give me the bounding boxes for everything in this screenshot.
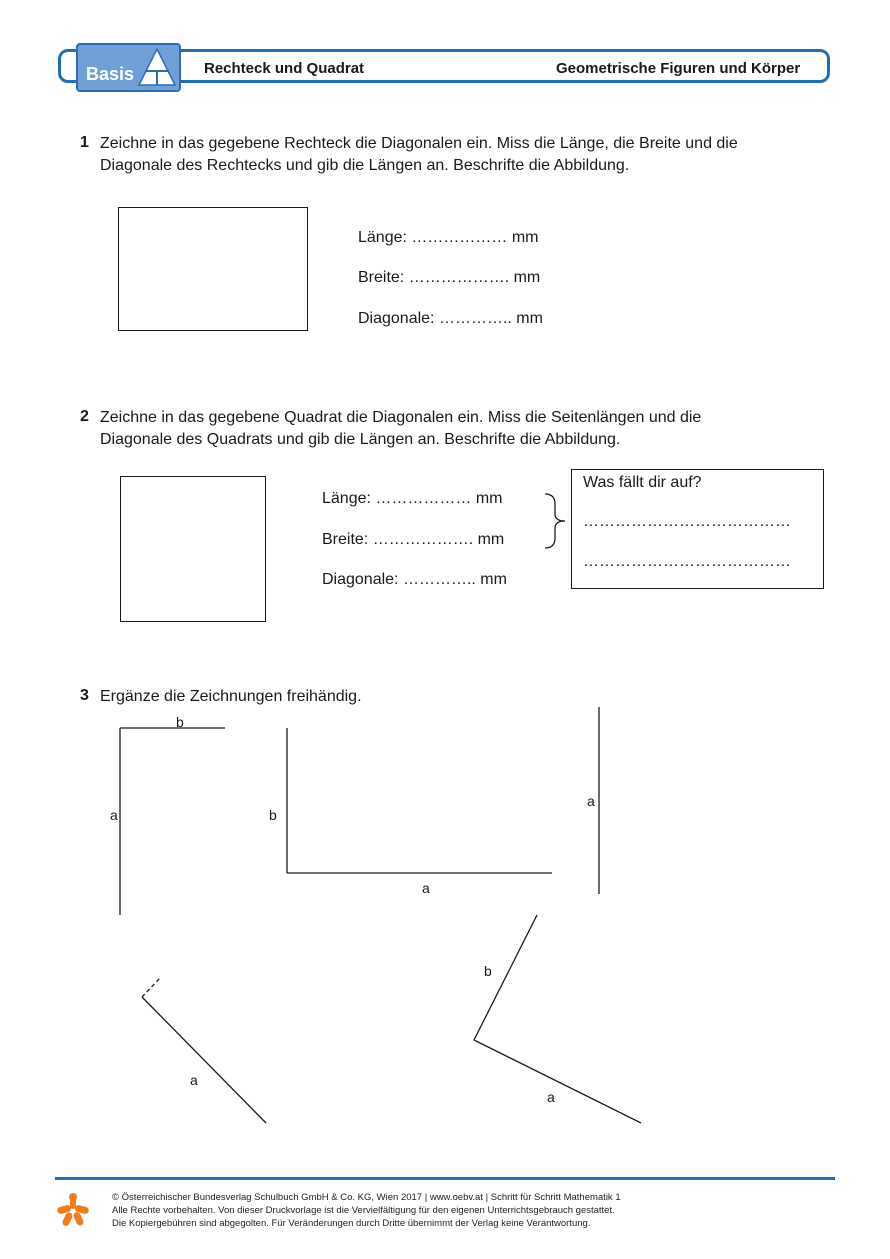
task1-number: 1 (80, 134, 89, 151)
basis-label: Basis (86, 64, 135, 84)
task2-length-field: Länge: ……………… mm (322, 490, 503, 507)
task1-line1: Zeichne in das gegebene Rechteck die Diagonalen ein. Miss die Länge, die Breite und die (100, 135, 738, 152)
fig4-side-a (142, 997, 266, 1123)
task2-line1: Zeichne in das gegebene Quadrat die Diagonalen ein. Miss die Seitenlängen und die (100, 409, 702, 426)
footer-line-3: Die Kopiergebühren sind abgegolten. Für Veränderungen durch Dritte übernimmt der Verlag keine Verantwortung. (112, 1218, 591, 1229)
footer-line-1: © Österreichischer Bundesverlag Schulbuch GmbH & Co. KG, Wien 2017 | www.oebv.at | Schritt für Schritt Mathematik 1 (112, 1192, 621, 1203)
task3-text: Ergänze die Zeichnungen freihändig. (100, 688, 362, 705)
task1-length-field: Länge: ……………… mm (358, 229, 539, 246)
fig3-label-a: a (587, 793, 595, 809)
footer-divider (55, 1177, 835, 1180)
footer-line-2: Alle Rechte vorbehalten. Von dieser Druckvorlage ist die Vervielfältigung für den eigenen Unterrichtsgebrauch gestattet. (112, 1205, 615, 1216)
task2-line2: Diagonale des Quadrats und gib die Längen an. Beschrifte die Abbildung. (100, 431, 621, 448)
fig4-label-a: a (190, 1072, 198, 1088)
fig5-side-a (474, 1040, 641, 1123)
fig1-label-a: a (110, 807, 118, 823)
fig5-label-b: b (484, 963, 492, 979)
header-title-right: Geometrische Figuren und Körper (556, 60, 801, 77)
observation-answer-line-2[interactable]: ………………………………… (583, 553, 791, 570)
fig1-label-b: b (176, 714, 184, 730)
fig2-label-a: a (422, 880, 430, 896)
task2-width-field: Breite: ………………. mm (322, 531, 505, 548)
task1-diagonal-field: Diagonale: ………….. mm (358, 310, 543, 327)
task2-number: 2 (80, 408, 89, 425)
header-title-left: Rechteck und Quadrat (204, 60, 365, 77)
observation-question: Was fällt dir auf? (583, 474, 702, 491)
task1-line2: Diagonale des Rechtecks und gib die Längen an. Beschrifte die Abbildung. (100, 157, 630, 174)
fig2-label-b: b (269, 807, 277, 823)
fig5-label-a: a (547, 1089, 555, 1105)
task1-width-field: Breite: ………………. mm (358, 269, 541, 286)
observation-answer-line-1[interactable]: ………………………………… (583, 513, 791, 530)
fig4-dashed-start (142, 978, 160, 997)
publisher-logo-icon (56, 1192, 90, 1228)
task3-number: 3 (80, 687, 89, 704)
task2-diagonal-field: Diagonale: ………….. mm (322, 571, 507, 588)
